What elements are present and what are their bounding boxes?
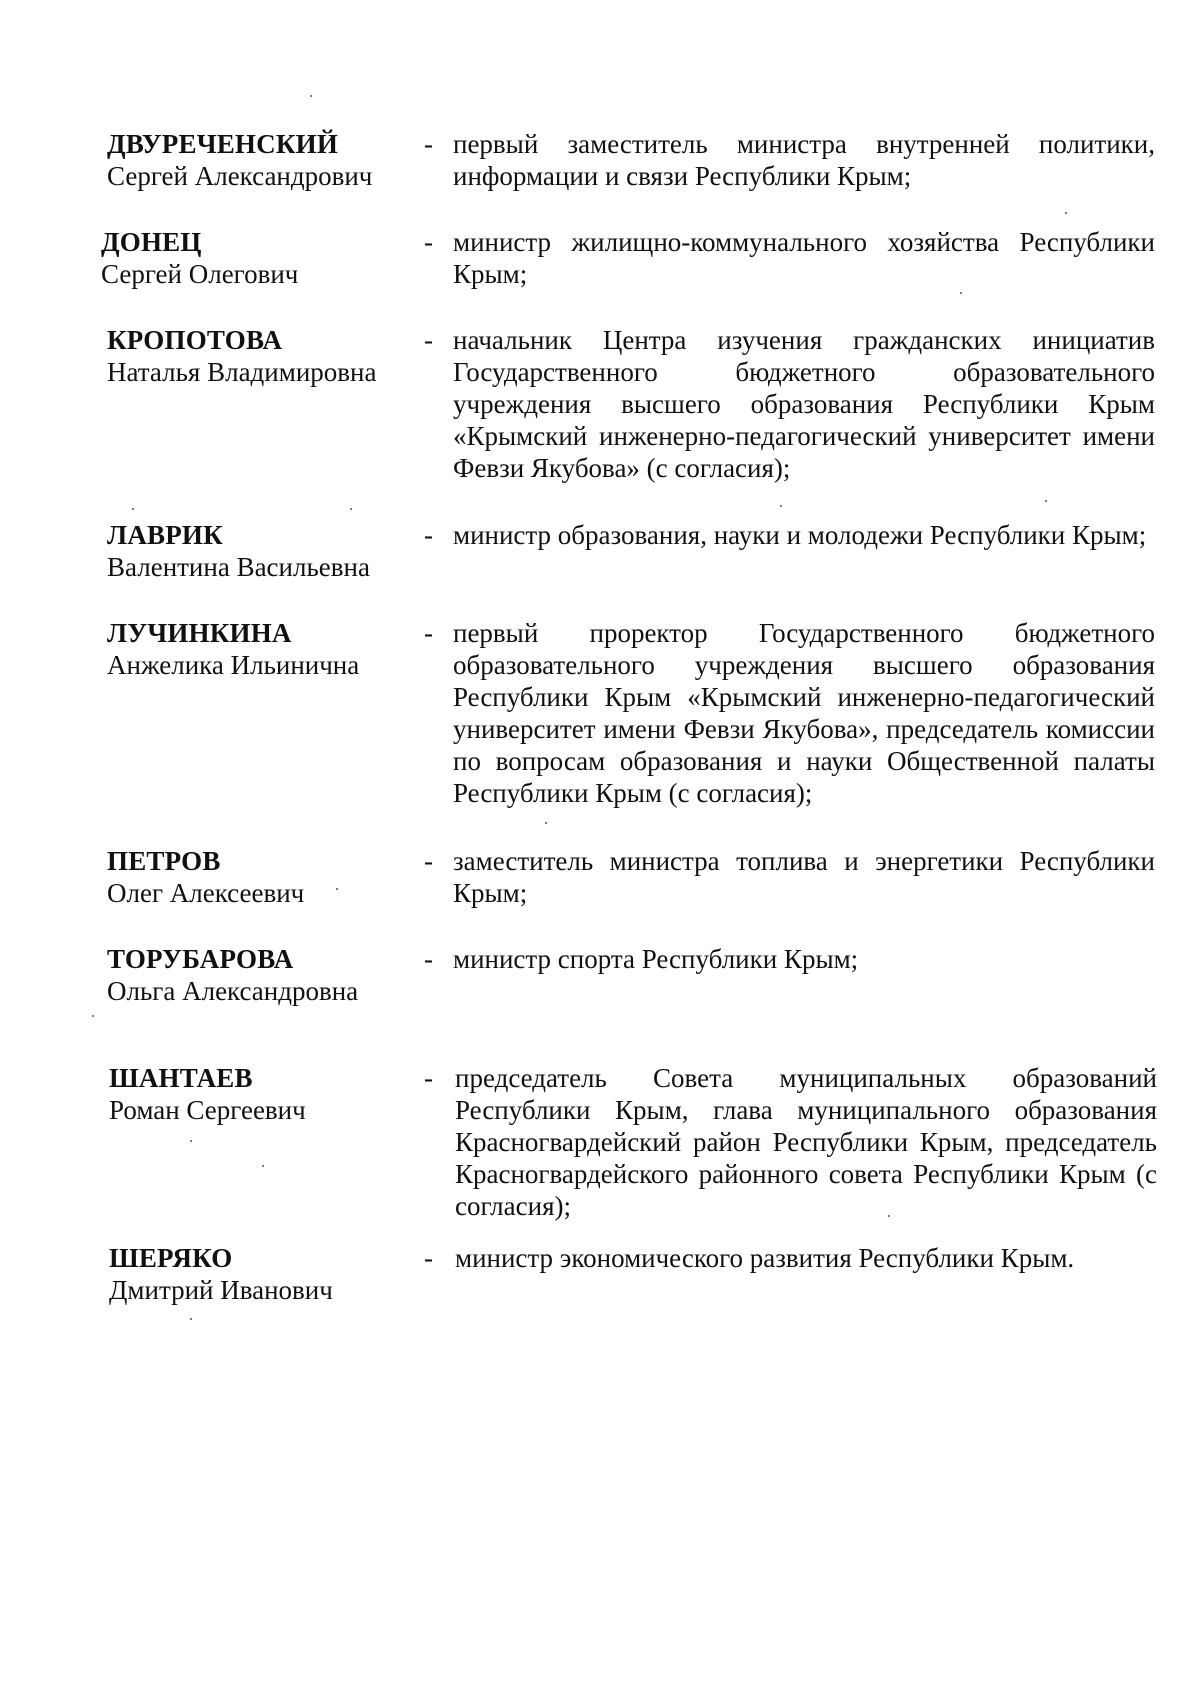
member-surname: ТОРУБАРОВА <box>107 944 294 974</box>
scan-speck <box>888 1215 890 1217</box>
member-surname: КРОПОТОВА <box>107 325 283 355</box>
member-surname: ПЕТРОВ <box>107 846 221 876</box>
member-surname: ЛУЧИНКИНА <box>107 618 292 648</box>
member-given-names: Валентина Васильевна <box>107 552 370 582</box>
member-surname: ШЕРЯКО <box>109 1243 233 1273</box>
scan-speck <box>350 508 352 510</box>
scan-speck <box>780 505 782 507</box>
list-dash: - <box>424 129 433 159</box>
member-given-names: Ольга Александровна <box>107 976 359 1006</box>
member-position: первый проректор Государственного бюджетного образовательного учреждения высшего образования Республики Крым «Крымский инженерно-педагогический университет имени Февзи Якубова», председатель комиссии по вопросам образования и науки Общественной палаты Республики Крым (с согласия); <box>453 618 1155 808</box>
list-dash: - <box>424 227 433 257</box>
list-dash: - <box>424 325 433 355</box>
member-position: министр экономического развития Республики Крым. <box>455 1243 1075 1273</box>
scan-speck <box>190 1318 192 1320</box>
member-position: заместитель министра топлива и энергетики Республики Крым; <box>453 846 1155 908</box>
list-dash: - <box>424 618 433 648</box>
scan-speck <box>336 888 338 890</box>
member-given-names: Наталья Владимировна <box>107 357 377 387</box>
scan-speck <box>132 508 134 510</box>
list-dash: - <box>424 1063 433 1093</box>
member-surname: ШАНТАЕВ <box>109 1063 253 1093</box>
member-position: министр жилищно-коммунального хозяйства Республики Крым; <box>453 227 1155 289</box>
member-given-names: Олег Алексеевич <box>107 878 305 908</box>
list-dash: - <box>424 846 433 876</box>
list-dash: - <box>424 944 433 974</box>
scan-speck <box>92 1015 94 1017</box>
member-position: министр образования, науки и молодежи Республики Крым; <box>453 520 1147 550</box>
scan-speck <box>1045 500 1047 502</box>
member-given-names: Сергей Олегович <box>101 259 299 289</box>
member-given-names: Сергей Александрович <box>107 161 373 191</box>
scan-speck <box>960 292 962 294</box>
member-given-names: Анжелика Ильинична <box>107 650 360 680</box>
list-dash: - <box>424 520 433 550</box>
member-position: министр спорта Республики Крым; <box>453 944 859 974</box>
scan-speck <box>190 1140 192 1142</box>
member-surname: ДОНЕЦ <box>101 227 202 257</box>
scan-speck <box>1065 212 1067 214</box>
member-surname: ЛАВРИК <box>107 520 223 550</box>
list-dash: - <box>424 1243 433 1273</box>
scan-speck <box>310 95 312 97</box>
scan-speck <box>545 822 547 824</box>
member-position: начальник Центра изучения гражданских инициатив Государственного бюджетного образовательного учреждения высшего образования Республики Крым «Крымский инженерно-педагогический университет имени Февзи Якубова» (с согласия); <box>453 325 1155 483</box>
member-surname: ДВУРЕЧЕНСКИЙ <box>107 129 339 159</box>
member-position: председатель Совета муниципальных образований Республики Крым, глава муниципального образования Красногвардейский район Республики Крым, председатель Красногвардейского районного совета Республики Крым (с согласия); <box>455 1063 1157 1221</box>
scan-speck <box>262 1165 264 1167</box>
member-given-names: Роман Сергеевич <box>109 1095 306 1125</box>
member-position: первый заместитель министра внутренней политики, информации и связи Республики Крым; <box>453 129 1155 191</box>
member-given-names: Дмитрий Иванович <box>109 1275 333 1305</box>
